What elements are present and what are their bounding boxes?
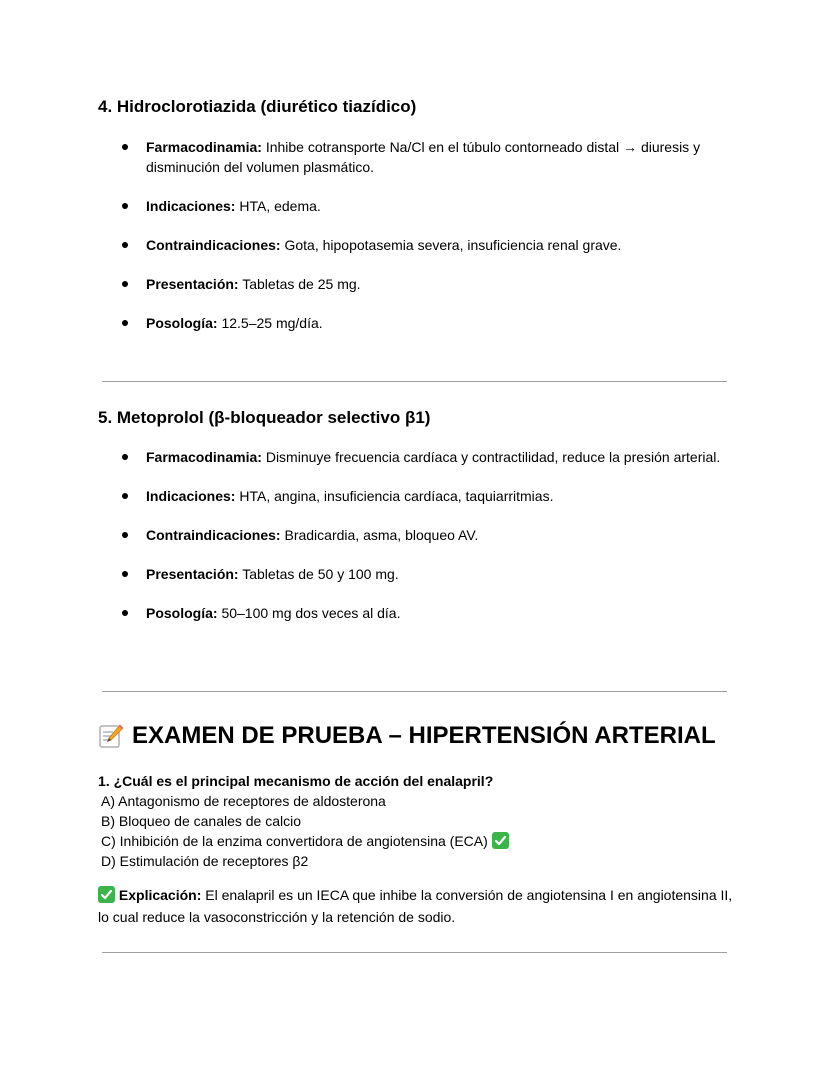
bullet-icon	[122, 320, 128, 326]
section-4-item-presentacion: Presentación: Tabletas de 25 mg.	[122, 274, 732, 294]
memo-icon	[98, 723, 124, 749]
bullet-icon	[122, 454, 128, 460]
section-4-title: 4. Hidroclorotiazida (diurético tiazídico)	[98, 97, 417, 116]
bullet-icon	[122, 242, 128, 248]
question-1-text: 1. ¿Cuál es el principal mecanismo de acción del enalapril?	[98, 773, 494, 789]
bullet-icon	[122, 610, 128, 616]
section-5-list	[122, 447, 732, 642]
section-4-item-posologia: Posología: 12.5–25 mg/día.	[122, 313, 732, 333]
section-5-item-indicaciones: Indicaciones: HTA, angina, insuficiencia cardíaca, taquiarritmias.	[122, 486, 732, 506]
section-5-title: 5. Metoprolol (β-bloqueador selectivo β1)	[98, 408, 431, 427]
bullet-icon	[122, 571, 128, 577]
question-1-explanation	[98, 884, 738, 928]
question-1-option-d: D) Estimulación de receptores β2	[101, 853, 309, 869]
bullet-icon	[122, 203, 128, 209]
question-1-option-c	[98, 831, 738, 851]
question-1	[98, 771, 738, 871]
section-4-item-farmacodinamia: Farmacodinamia: Inhibe cotransporte Na/Cl en el túbulo contorneado distal → diuresis y disminución del volumen plasmático.	[122, 137, 732, 177]
bullet-icon	[122, 493, 128, 499]
bullet-icon	[122, 532, 128, 538]
check-mark-icon	[98, 886, 115, 903]
section-4-item-indicaciones: Indicaciones: HTA, edema.	[122, 196, 732, 216]
section-4-list	[122, 137, 732, 352]
bullet-icon	[122, 281, 128, 287]
exam-title	[98, 722, 716, 750]
exam-title-text: EXAMEN DE PRUEBA – HIPERTENSIÓN ARTERIAL	[132, 722, 716, 749]
section-5-item-farmacodinamia: Farmacodinamia: Disminuye frecuencia cardíaca y contractilidad, reduce la presión arterial.	[122, 447, 732, 467]
horizontal-rule	[102, 381, 727, 382]
question-1-option-a: A) Antagonismo de receptores de aldosterona	[101, 793, 386, 809]
option-c-label: C) Inhibición de la enzima convertidora de angiotensina (ECA)	[101, 833, 488, 849]
horizontal-rule	[102, 691, 727, 692]
section-4-item-contraindicaciones: Contraindicaciones: Gota, hipopotasemia severa, insuficiencia renal grave.	[122, 235, 732, 255]
section-5-item-posologia: Posología: 50–100 mg dos veces al día.	[122, 603, 732, 623]
horizontal-rule	[102, 952, 727, 953]
question-1-option-b: B) Bloqueo de canales de calcio	[101, 813, 302, 829]
explanation-text: El enalapril es un IECA que inhibe la conversión de angiotensina I en angiotensina II, lo cual reduce la vasoconstricción y la retención de sodio.	[98, 887, 733, 925]
section-5-item-contraindicaciones: Contraindicaciones: Bradicardia, asma, bloqueo AV.	[122, 525, 732, 545]
explanation-label: Explicación:	[118, 887, 202, 903]
section-5-item-presentacion: Presentación: Tabletas de 50 y 100 mg.	[122, 564, 732, 584]
bullet-icon	[122, 144, 128, 150]
check-mark-icon	[492, 832, 509, 849]
